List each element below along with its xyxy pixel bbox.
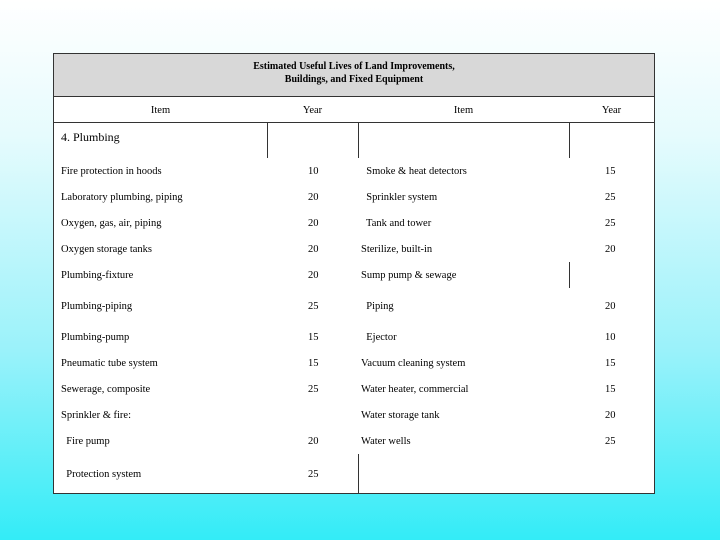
row-item-left: Fire protection in hoods <box>61 166 162 177</box>
row-year-right: 20 <box>605 301 616 312</box>
row-year-left: 20 <box>308 218 319 229</box>
row-item-left: Oxygen, gas, air, piping <box>61 218 162 229</box>
row-year-right: 20 <box>605 244 616 255</box>
row-year-right: 25 <box>605 192 616 203</box>
grid-line-vertical <box>358 122 359 158</box>
row-year-right: 20 <box>605 410 616 421</box>
useful-lives-table <box>53 53 655 494</box>
grid-line-vertical <box>569 262 570 288</box>
row-item-right: Sprinkler system <box>361 192 438 203</box>
row-year-right: 15 <box>605 384 616 395</box>
row-item-left: Laboratory plumbing, piping <box>61 192 183 203</box>
row-item-right: Sump pump & sewage <box>361 270 457 281</box>
row-year-right: 25 <box>605 436 616 447</box>
row-item-right: Ejector <box>361 332 397 343</box>
row-year-right: 15 <box>605 358 616 369</box>
title-line-1: Estimated Useful Lives of Land Improvements, <box>253 61 455 72</box>
row-item-left: Plumbing-piping <box>61 301 133 312</box>
table-title <box>54 54 654 97</box>
row-item-right: Sterilize, built-in <box>361 244 433 255</box>
column-header: Year <box>302 105 323 116</box>
row-item-left: Fire pump <box>61 436 110 447</box>
title-line-2: Buildings, and Fixed Equipment <box>284 74 424 85</box>
row-item-right: Tank and tower <box>361 218 432 229</box>
row-year-left: 20 <box>308 436 319 447</box>
row-year-right: 25 <box>605 218 616 229</box>
section-title: 4. Plumbing <box>61 130 120 144</box>
row-year-left: 15 <box>308 358 319 369</box>
column-header: Item <box>150 105 171 116</box>
row-year-left: 25 <box>308 384 319 395</box>
grid-line-vertical <box>267 122 268 158</box>
row-item-left: Plumbing-pump <box>61 332 130 343</box>
column-header: Item <box>453 105 474 116</box>
row-year-left: 25 <box>308 301 319 312</box>
row-item-right: Water heater, commercial <box>361 384 469 395</box>
row-year-right: 10 <box>605 332 616 343</box>
row-item-left: Protection system <box>61 469 142 480</box>
row-item-left: Plumbing-fixture <box>61 270 134 281</box>
row-item-right: Piping <box>361 301 394 312</box>
grid-line-vertical <box>569 122 570 158</box>
row-year-left: 15 <box>308 332 319 343</box>
row-year-left: 20 <box>308 270 319 281</box>
row-item-right: Water storage tank <box>361 410 440 421</box>
row-item-left: Sprinkler & fire: <box>61 410 131 421</box>
row-item-right: Smoke & heat detectors <box>361 166 467 177</box>
column-header: Year <box>601 105 622 116</box>
row-item-right: Water wells <box>361 436 411 447</box>
row-item-left: Sewerage, composite <box>61 384 151 395</box>
header-divider <box>54 122 654 123</box>
grid-line-vertical <box>358 454 359 493</box>
row-year-right: 15 <box>605 166 616 177</box>
row-item-left: Oxygen storage tanks <box>61 244 152 255</box>
row-year-left: 10 <box>308 166 319 177</box>
row-year-left: 25 <box>308 469 319 480</box>
row-item-right: Vacuum cleaning system <box>361 358 466 369</box>
row-year-left: 20 <box>308 244 319 255</box>
row-year-left: 20 <box>308 192 319 203</box>
row-item-left: Pneumatic tube system <box>61 358 158 369</box>
